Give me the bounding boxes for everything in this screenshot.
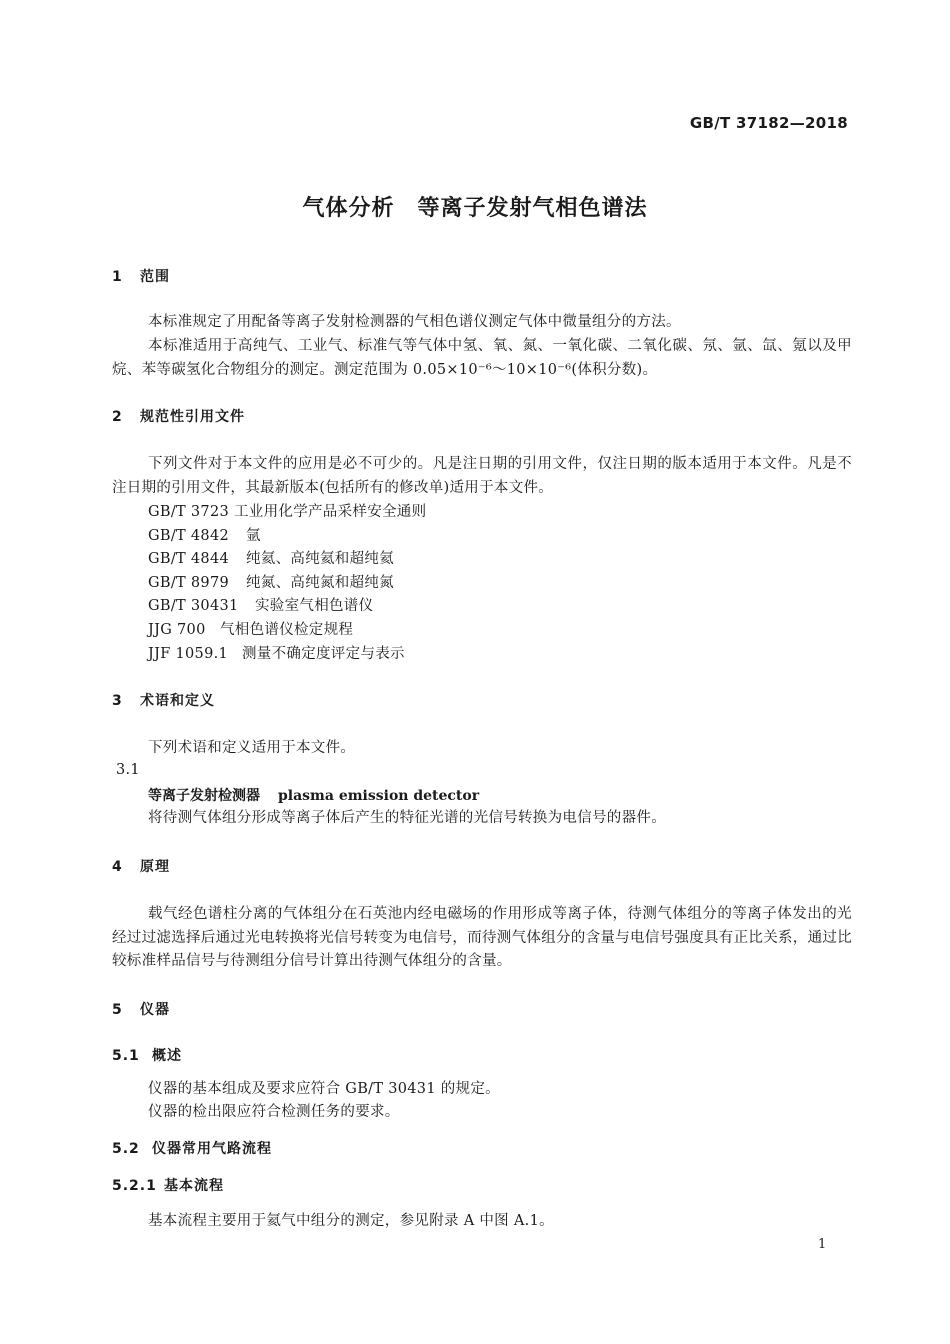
section-2-heading xyxy=(112,406,245,426)
term-entry xyxy=(148,785,479,805)
reference-name: 测量不确定度评定与表示 xyxy=(242,646,405,662)
standard-number: GB/T 37182—2018 xyxy=(689,114,848,132)
term-definition: 将待测气体组分形成等离子体后产生的特征光谱的光信号转换为电信号的器件。 xyxy=(148,810,666,826)
section-title: 仪器 xyxy=(140,1002,170,1018)
section-title: 仪器常用气路流程 xyxy=(152,1141,272,1157)
section-title: 基本流程 xyxy=(164,1178,224,1194)
reference-code: JJG 700 xyxy=(148,622,206,638)
section-number: 5 xyxy=(112,1002,123,1018)
reference-code: GB/T 30431 xyxy=(148,598,239,614)
term-number: 3.1 xyxy=(116,762,140,778)
section-title: 规范性引用文件 xyxy=(140,409,245,425)
term-english: plasma emission detector xyxy=(278,788,480,804)
paragraph: 仪器的基本组成及要求应符合 GB/T 30431 的规定。 xyxy=(148,1081,500,1097)
section-5-2-1-heading xyxy=(112,1175,224,1195)
section-number: 5.2 xyxy=(112,1141,140,1157)
section-number: 4 xyxy=(112,859,123,875)
section-number: 5.1 xyxy=(112,1048,140,1064)
section-number: 1 xyxy=(112,269,123,285)
section-number: 2 xyxy=(112,409,123,425)
section-number: 5.2.1 xyxy=(112,1178,157,1194)
paragraph: 载气经色谱柱分离的气体组分在石英池内经电磁场的作用形成等离子体，待测气体组分的等离子体发出的光经过过滤选择后通过光电转换将光信号转变为电信号，而待测气体组分的含量与电信号强度具有正比关系，通过比较标准样品信号与待测组分信号计算出待测气体组分的含量。 xyxy=(112,906,852,969)
paragraph: 仪器的检出限应符合检测任务的要求。 xyxy=(148,1104,400,1120)
section-4-heading xyxy=(112,856,170,876)
section-5-1-heading xyxy=(112,1045,182,1065)
reference-item xyxy=(148,524,261,545)
reference-code: GB/T 8979 xyxy=(148,575,230,591)
reference-item xyxy=(148,571,394,592)
page-number: 1 xyxy=(818,1237,827,1252)
section-1-heading xyxy=(112,266,170,286)
reference-code: GB/T 3723 xyxy=(148,504,230,520)
section-5-heading xyxy=(112,999,170,1019)
reference-item xyxy=(148,642,405,663)
paragraph: 本标准适用于高纯气、工业气、标准气等气体中氢、氧、氮、一氧化碳、二氧化碳、氖、氩、氙、氪以及甲烷、苯等碳氢化合物组分的测定。测定范围为 0.05×10⁻⁶～10×10⁻⁶(体积分数)。 xyxy=(112,338,852,378)
section-title: 范围 xyxy=(140,269,170,285)
section-title: 术语和定义 xyxy=(140,693,215,709)
paragraph: 下列文件对于本文件的应用是必不可少的。凡是注日期的引用文件，仅注日期的版本适用于本文件。凡是不注日期的引用文件，其最新版本(包括所有的修改单)适用于本文件。 xyxy=(112,456,852,496)
reference-name: 气相色谱仪检定规程 xyxy=(220,622,354,638)
reference-item xyxy=(148,594,373,615)
section-number: 3 xyxy=(112,693,123,709)
reference-code: GB/T 4842 xyxy=(148,528,230,544)
reference-name: 实验室气相色谱仪 xyxy=(255,598,374,614)
reference-code: GB/T 4844 xyxy=(148,551,230,567)
reference-name: 氩 xyxy=(246,528,261,544)
reference-name: 纯氦、高纯氦和超纯氦 xyxy=(246,551,394,567)
paragraph: 基本流程主要用于氦气中组分的测定，参见附录 A 中图 A.1。 xyxy=(148,1213,554,1229)
paragraph: 下列术语和定义适用于本文件。 xyxy=(148,740,356,756)
reference-item xyxy=(148,618,353,639)
section-5-2-heading xyxy=(112,1138,272,1158)
paragraph: 本标准规定了用配备等离子发射检测器的气相色谱仪测定气体中微量组分的方法。 xyxy=(148,314,681,330)
reference-item xyxy=(148,547,394,568)
section-title: 原理 xyxy=(140,859,170,875)
reference-name: 工业用化学产品采样安全通则 xyxy=(234,504,427,520)
reference-code: JJF 1059.1 xyxy=(148,646,229,662)
term-chinese: 等离子发射检测器 xyxy=(148,788,260,804)
section-3-heading xyxy=(112,690,215,710)
document-title: 气体分析 等离子发射气相色谱法 xyxy=(302,196,648,221)
reference-item xyxy=(148,500,426,521)
section-title: 概述 xyxy=(152,1048,182,1064)
reference-name: 纯氮、高纯氮和超纯氮 xyxy=(246,575,394,591)
